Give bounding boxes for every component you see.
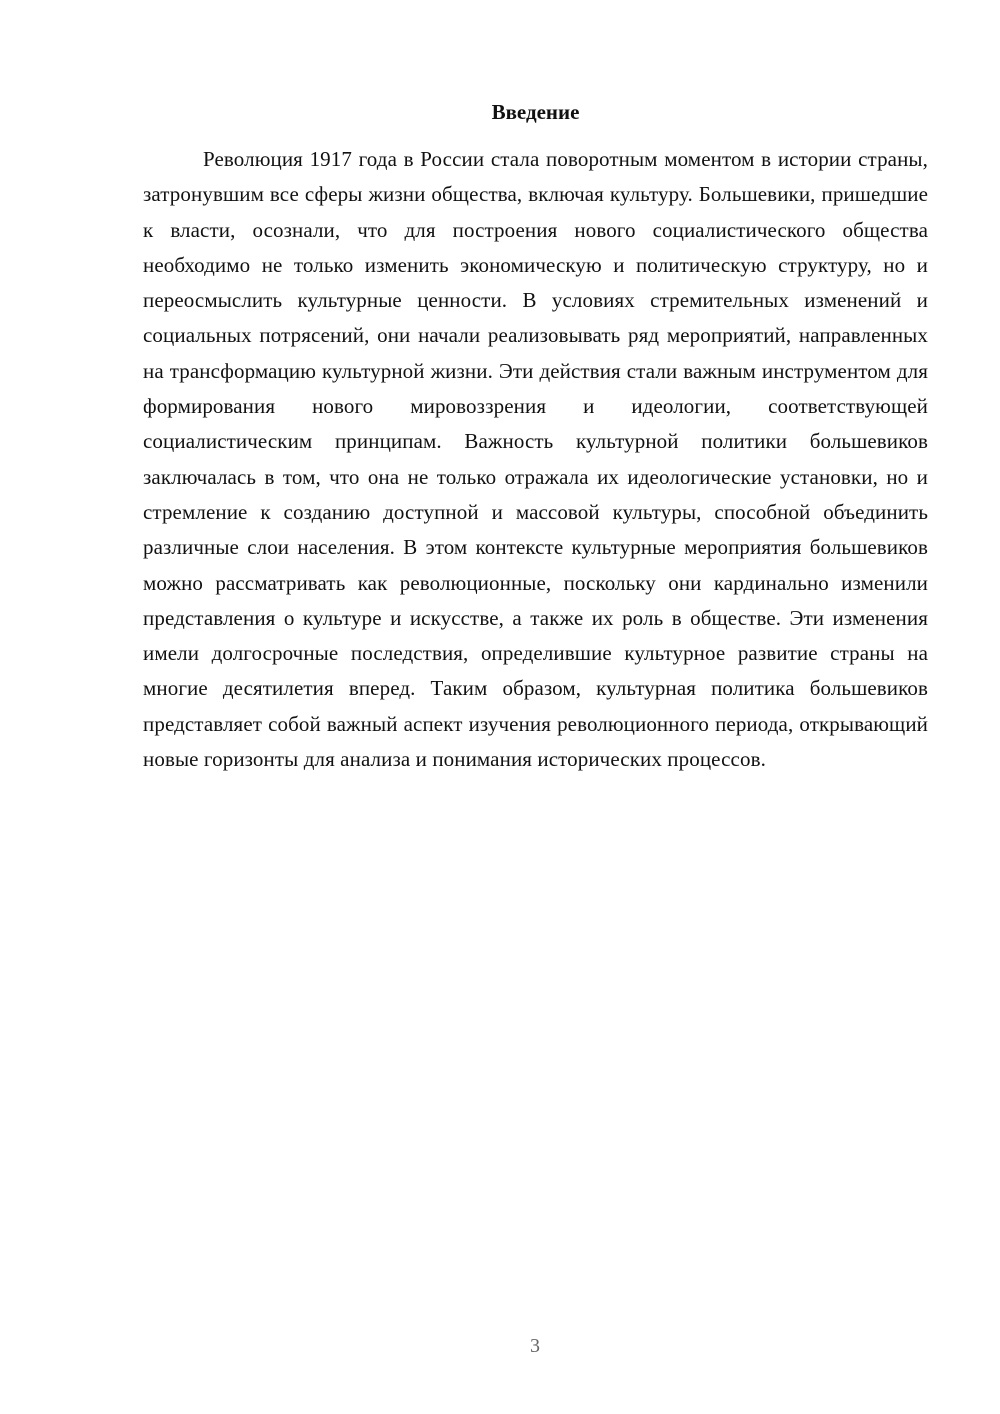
page-number: 3 — [530, 1335, 540, 1357]
section-heading: Введение — [491, 100, 580, 124]
body-paragraph: Революция 1917 года в России стала поворотным моментом в истории страны, затронувшим все сферы жизни общества, включая культуру. Большевики, пришедшие к власти, осознали, что для построения нового социалистического общества необходимо не только изменить экономическую и политическую структуру, но и переосмыслить культурные ценности. В условиях стремительных изменений и социальных потрясений, они начали реализовывать ряд мероприятий, направленных на трансформацию культурной жизни. Эти действия стали важным инструментом для формирования нового мировоззрения и идеологии, соответствующей социалистическим принципам. Важность культурной политики большевиков заключалась в том, что она не только отражала их идеологические установки, но и стремление к созданию доступной и массовой культуры, способной объединить различные слои населения. В этом контексте культурные мероприятия большевиков можно рассматривать как революционные, поскольку они кардинально изменили представления о культуре и искусстве, а также их роль в обществе. Эти изменения имели долгосрочные последствия, определившие культурное развитие страны на многие десятилетия вперед. Таким образом, культурная политика большевиков представляет собой важный аспект изучения революционного периода, открывающий новые горизонты для анализа и понимания исторических процессов. — [143, 147, 928, 772]
